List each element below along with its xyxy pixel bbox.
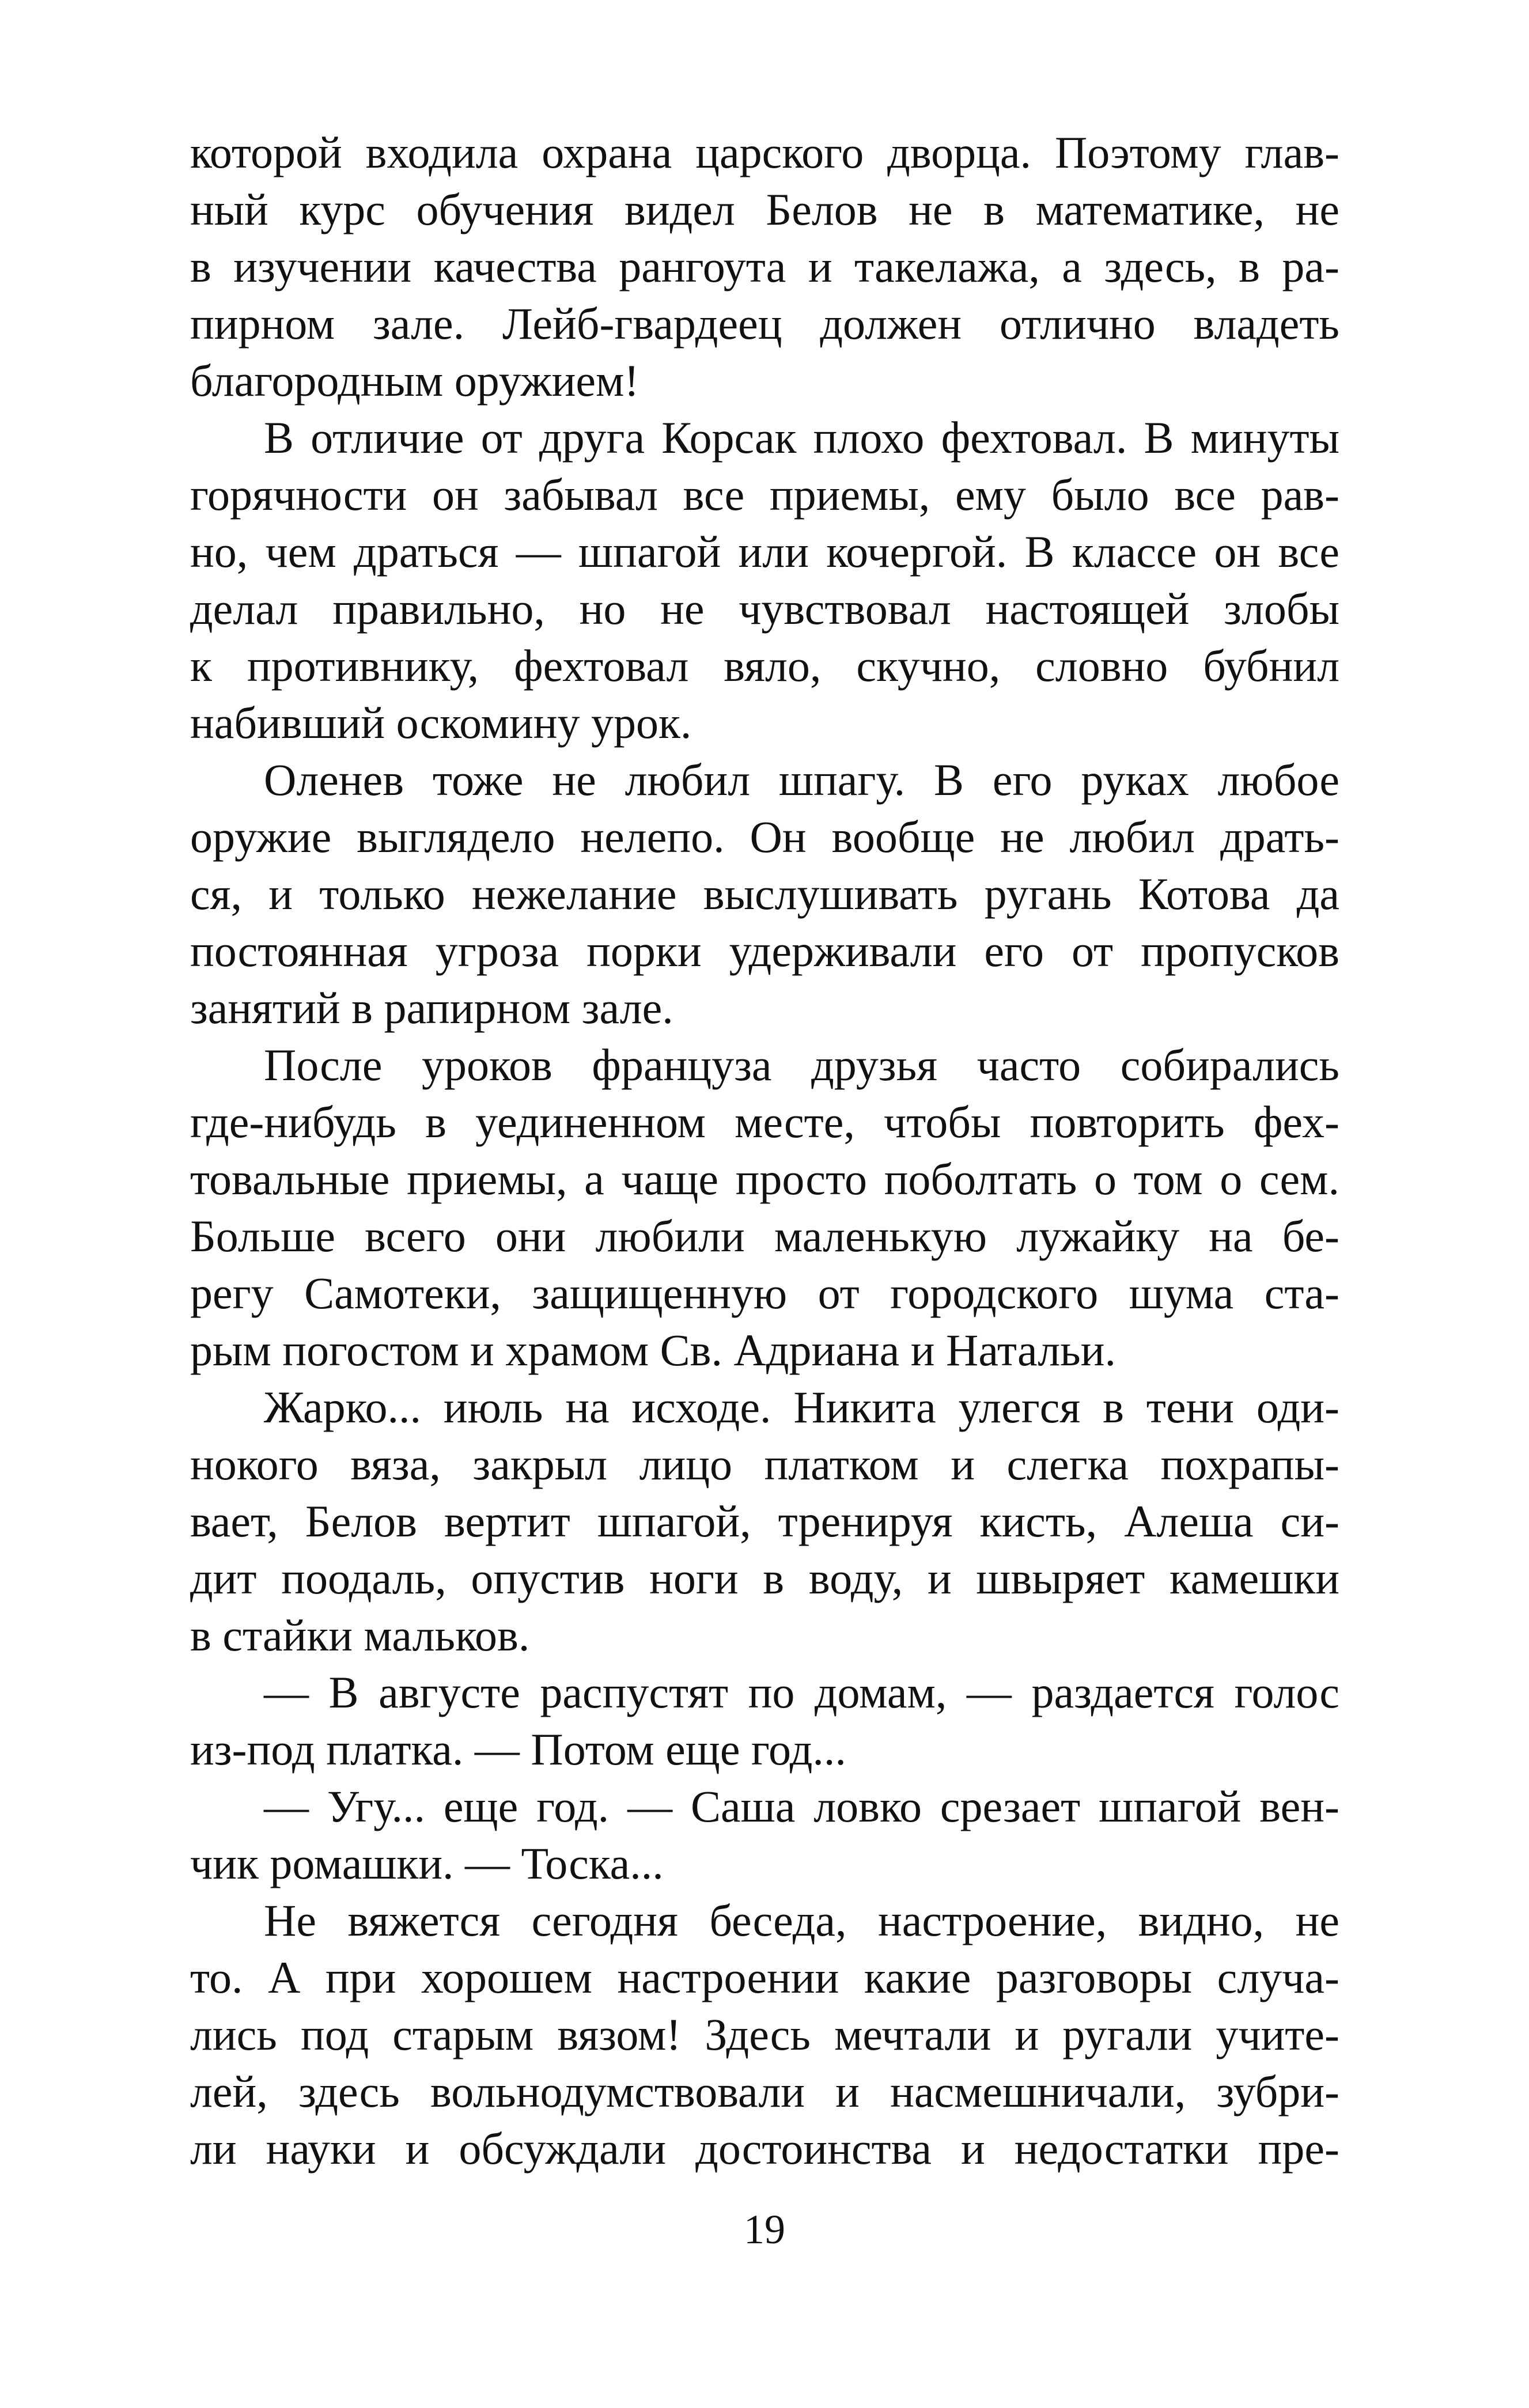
book-page-text bbox=[190, 124, 1339, 2177]
text-line: то. А при хорошем настроении какие разговоры случа- bbox=[190, 1952, 1339, 2002]
text-line: ся, и только нежелание выслушивать ругань Котова да bbox=[190, 869, 1339, 919]
paragraph bbox=[190, 751, 1339, 1036]
text-line: регу Самотеки, защищенную от городского шума ста- bbox=[190, 1268, 1339, 1318]
text-line: рым погостом и храмом Св. Адриана и Натальи. bbox=[190, 1325, 1116, 1375]
text-line: делал правильно, но не чувствовал настоящей злобы bbox=[190, 584, 1339, 634]
text-line: в изучении качества рангоута и такелажа, а здесь, в ра- bbox=[190, 241, 1339, 291]
text-line: оружие выглядело нелепо. Он вообще не любил драть- bbox=[190, 812, 1339, 862]
text-line: ли науки и обсуждали достоинства и недостатки пре- bbox=[190, 2123, 1339, 2174]
text-line: Оленев тоже не любил шпагу. В его руках любое bbox=[264, 755, 1339, 805]
text-line: Больше всего они любили маленькую лужайку на бе- bbox=[190, 1211, 1339, 1261]
text-line: — В августе распустят по домам, — раздается голос bbox=[264, 1667, 1339, 1717]
text-line: — Угу... еще год. — Саша ловко срезает шпагой вен- bbox=[264, 1781, 1339, 1831]
dialogue-paragraph bbox=[190, 1778, 1339, 1892]
text-line: где-нибудь в уединенном месте, чтобы повторить фех- bbox=[190, 1097, 1339, 1147]
paragraph bbox=[190, 1379, 1339, 1664]
text-line: дит поодаль, опустив ноги в воду, и швыряет камешки bbox=[190, 1553, 1339, 1603]
text-line: лись под старым вязом! Здесь мечтали и ругали учите- bbox=[190, 2009, 1339, 2059]
text-line: вает, Белов вертит шпагой, тренируя кисть, Алеша си- bbox=[190, 1496, 1339, 1546]
text-line: занятий в рапирном зале. bbox=[190, 983, 673, 1033]
text-line: постоянная угроза порки удерживали его от пропусков bbox=[190, 926, 1339, 976]
text-line: из-под платка. — Потом еще год... bbox=[190, 1724, 846, 1774]
text-line: товальные приемы, а чаще просто поболтать о том о сем. bbox=[190, 1154, 1339, 1204]
text-line: Не вяжется сегодня беседа, настроение, видно, не bbox=[264, 1895, 1339, 1945]
text-line: чик ромашки. — Тоска... bbox=[190, 1838, 664, 1888]
text-line: но, чем драться — шпагой или кочергой. В классе он все bbox=[190, 527, 1339, 577]
text-line: ный курс обучения видел Белов не в математике, не bbox=[190, 184, 1339, 234]
text-line: Жарко... июль на исходе. Никита улегся в тени оди- bbox=[264, 1382, 1339, 1432]
paragraph bbox=[190, 1036, 1339, 1379]
page-number: 19 bbox=[744, 2206, 785, 2252]
text-line: благородным оружием! bbox=[190, 355, 639, 406]
dialogue-paragraph bbox=[190, 1664, 1339, 1778]
text-line: горячности он забывал все приемы, ему было все рав- bbox=[190, 470, 1339, 520]
text-line: лей, здесь вольнодумствовали и насмешничали, зубри- bbox=[190, 2066, 1339, 2117]
text-line: В отличие от друга Корсак плохо фехтовал. В минуты bbox=[264, 412, 1339, 463]
text-line: набивший оскомину урок. bbox=[190, 698, 692, 748]
text-line: к противнику, фехтовал вяло, скучно, словно бубнил bbox=[190, 641, 1339, 691]
paragraph bbox=[190, 124, 1339, 409]
text-line: в стайки мальков. bbox=[190, 1610, 530, 1660]
text-line: После уроков француза друзья часто собирались bbox=[264, 1040, 1339, 1090]
paragraph bbox=[190, 1892, 1339, 2177]
text-line: пирном зале. Лейб-гвардеец должен отлично владеть bbox=[190, 298, 1339, 349]
paragraph bbox=[190, 409, 1339, 751]
text-line: которой входила охрана царского дворца. Поэтому глав- bbox=[190, 127, 1339, 177]
text-line: нокого вяза, закрыл лицо платком и слегка похрапы- bbox=[190, 1439, 1339, 1489]
